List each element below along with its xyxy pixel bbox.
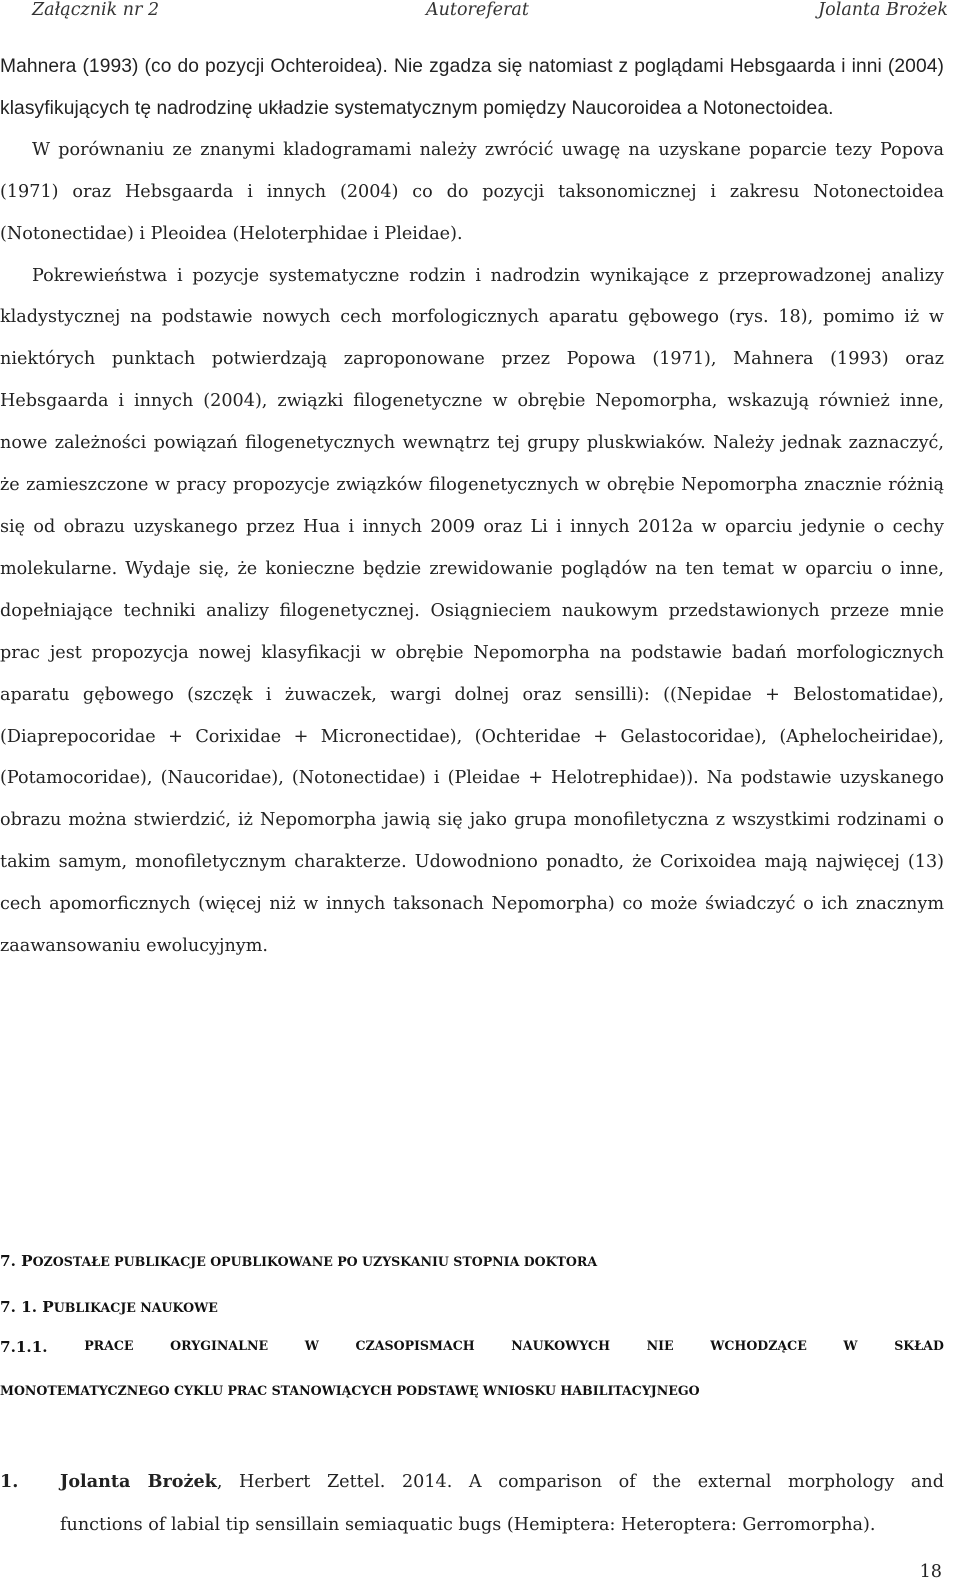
page-number: 18 (919, 1562, 942, 1582)
body-text (0, 46, 944, 968)
section-heading-7-1-1 (0, 1338, 944, 1356)
section-title: OZOSTAŁE PUBLIKACJE OPUBLIKOWANE PO UZYSKANIU STOPNIA DOKTORA (32, 1254, 598, 1269)
header-left: Załącznik nr 2 (32, 0, 160, 20)
section-heading-7-1-1-continued: MONOTEMATYCZNEGO CYKLU PRAC STANOWIĄCYCH PODSTAWĘ WNIOSKU HABILITACYJNEGO (0, 1383, 700, 1398)
section-heading-7 (0, 1251, 597, 1270)
section-initial: P (21, 1252, 33, 1270)
heading-word: SKŁAD (894, 1338, 944, 1353)
page-header (16, 0, 948, 26)
publication-line-1 (60, 1460, 944, 1504)
heading-word: PRACE (84, 1338, 134, 1353)
publication-author: Jolanta Brożek (60, 1471, 217, 1492)
subsubsection-number: 7.1.1. (0, 1338, 48, 1356)
heading-word: W (843, 1338, 858, 1353)
section-heading-7-1 (0, 1297, 218, 1316)
subsection-title: UBLIKACJE NAUKOWE (53, 1300, 218, 1315)
heading-word: NAUKOWYCH (511, 1338, 610, 1353)
publication-citation: , Herbert Zettel. 2014. A comparison of the external morphology and (216, 1472, 944, 1492)
publication-line-2: functions of labial tip sensillain semiaquatic bugs (Hemiptera: Heteroptera: Gerromorpha). (60, 1515, 876, 1535)
section-number: 7. (0, 1252, 22, 1270)
heading-word: ORYGINALNE (170, 1338, 269, 1353)
heading-word: W (304, 1338, 319, 1353)
heading-word: NIE (646, 1338, 674, 1353)
paragraph-1: Mahnera (1993) (co do pozycji Ochteroidea). Nie zgadza się natomiast z poglądami Hebsgaarda i inni (2004) klasyfikujących tę nadrodzinę układzie systematycznym pomiędzy Naucoroidea a Notonectoidea. (0, 56, 944, 119)
paragraph-2: W porównaniu ze znanymi kladogramami należy zwrócić uwagę na uzyskane poparcie tezy Popova (1971) oraz Hebsgaarda i innych (2004) co do pozycji taksonomicznej i zakresu Notonectoidea (Notonectidae) i Pleoidea (Heloterphidae i Pleidae). (0, 139, 944, 244)
subsection-initial: P (42, 1298, 54, 1316)
heading-word: CZASOPISMACH (355, 1338, 475, 1353)
publication-entry (0, 1460, 944, 1547)
header-center: Autoreferat (426, 0, 529, 20)
heading-word: WCHODZĄCE (710, 1338, 807, 1353)
publication-number: 1. (0, 1471, 19, 1492)
paragraph-3: Pokrewieństwa i pozycje systematyczne rodzin i nadrodzin wynikające z przeprowadzonej analizy kladystycznej na podstawie nowych cech morfologicznych aparatu gębowego (rys. 18), pomimo iż w niektórych punktach potwierdzają zaproponowane przez Popowa (1971), Mahnera (1993) oraz Hebsgaarda i innych (2004), związki filogenetyczne w obrębie Nepomorpha, wskazują również inne, nowe zależności powiązań filogenetycznych wewnątrz tej grupy pluskwiaków. Należy jednak zaznaczyć, że zamieszczone w pracy propozycje związków filogenetycznych w obrębie Nepomorpha znacznie różnią się od obrazu uzyskanego przez Hua i innych 2009 oraz Li i innych 2012a w oparciu jedynie o cechy molekularne. Wydaje się, że konieczne będzie zrewidowanie poglądów na ten temat w oparciu o inne, dopełniające techniki analizy filogenetycznej. Osiągnieciem naukowym przedstawionych przeze mnie prac jest propozycja nowej klasyfikacji w obrębie Nepomorpha na podstawie badań morfologicznych aparatu gębowego (szczęk i żuwaczek, wargi dolnej oraz sensilli): ((Nepidae + Belostomatidae), (Diaprepocoridae + Corixidae + Micronectidae), (Ochteridae + Gelastocoridae), (Aphelocheiridae), (Potamocoridae), (Naucoridae), (Notonectidae) i (Pleidae + Helotrephidae)). Na podstawie uzyskanego obrazu można stwierdzić, iż Nepomorpha jawią się jako grupa monofiletyczna z wszystkimi rodzinami o takim samym, monofiletycznym charakterze. Udowodniono ponadto, że Corixoidea mają najwięcej (13) cech apomorficznych (więcej niż w innych taksonach Nepomorpha) co może świadczyć o ich znacznym zaawansowaniu ewolucyjnym. (0, 265, 944, 957)
header-right: Jolanta Brożek (818, 0, 948, 20)
subsection-number: 7. 1. (0, 1298, 43, 1316)
